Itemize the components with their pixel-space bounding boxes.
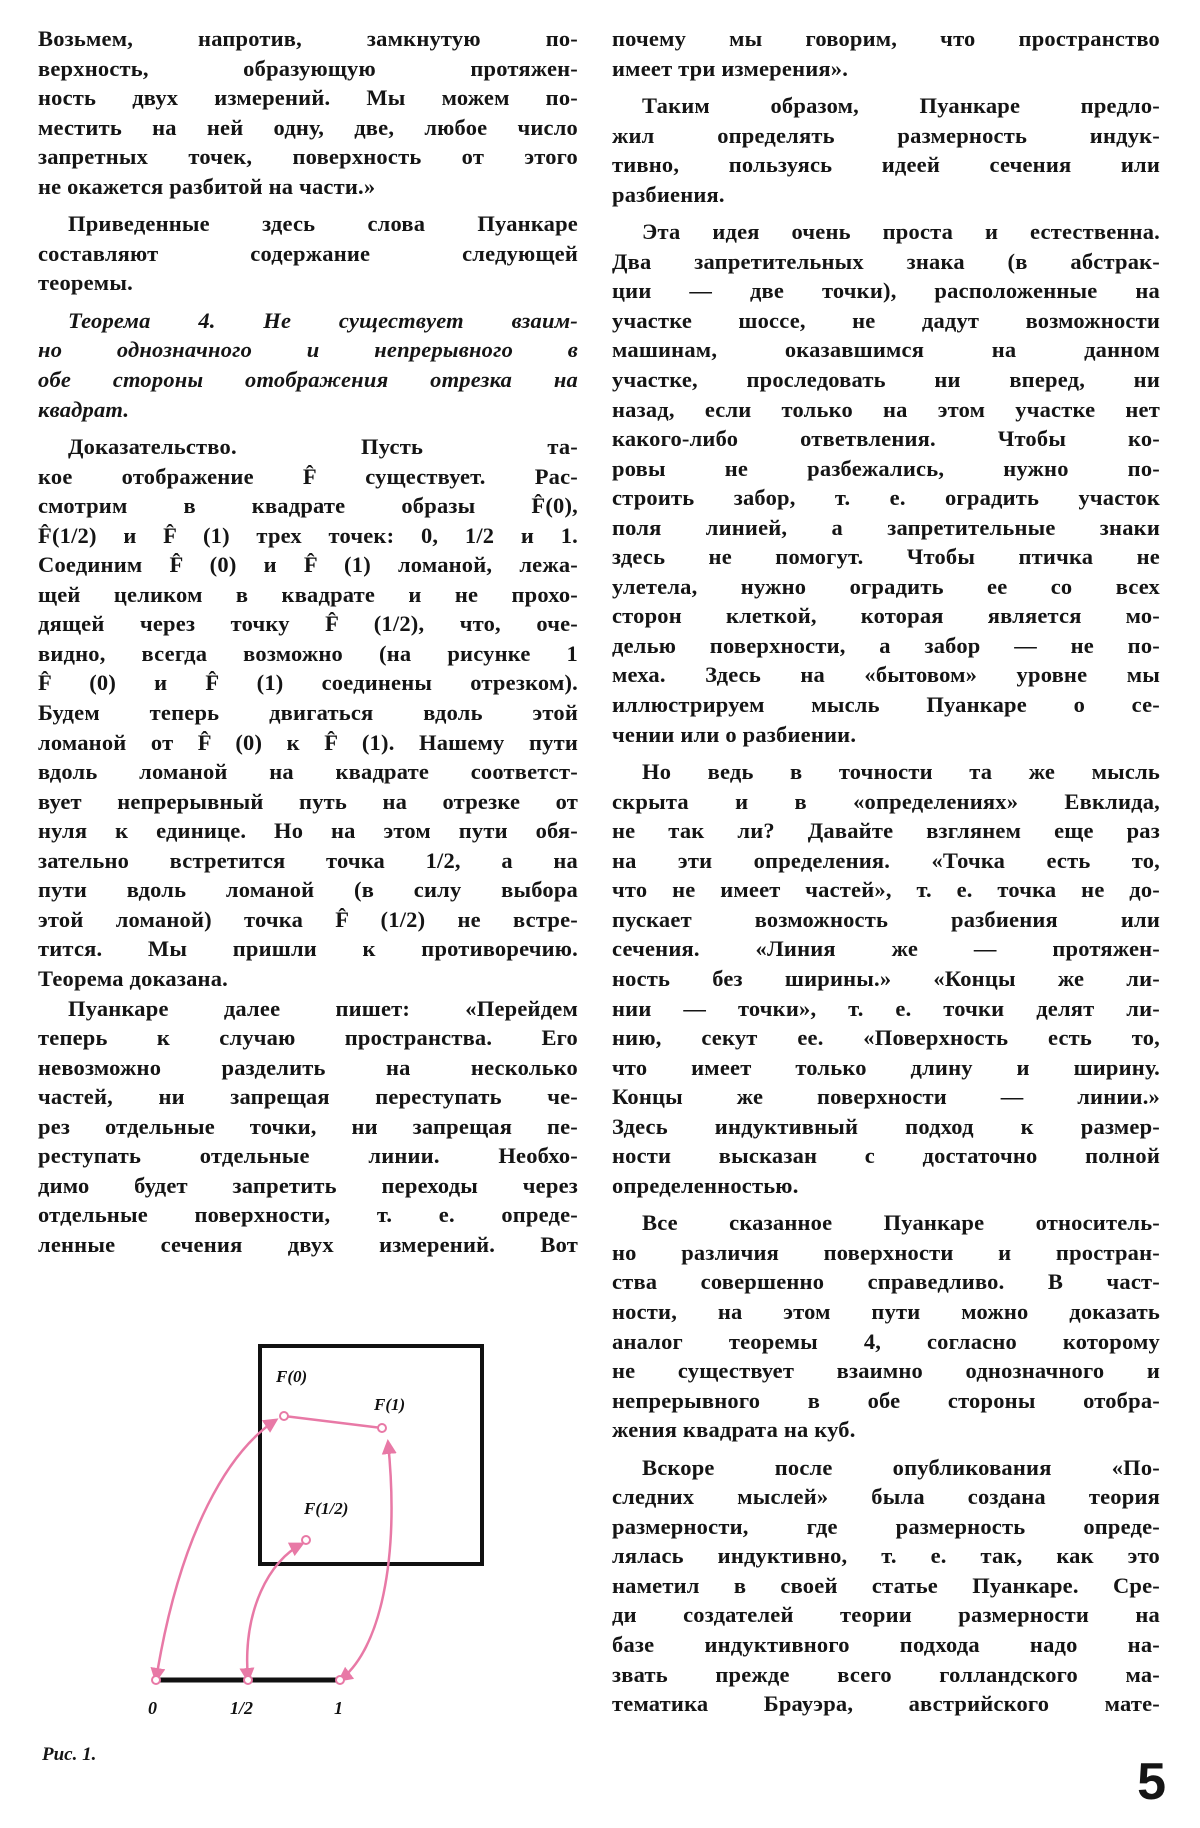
text-line: почему мы говорим, что пространство (612, 26, 1160, 51)
text-line: ломаной от F̂ (0) к F̂ (1). Нашему пути (38, 729, 578, 755)
text-line: Пуанкаре далее пишет: «Перейдем (68, 995, 578, 1021)
point-f0 (280, 1412, 288, 1420)
text-line: тематика Брауэра, австрийского мате- (612, 1691, 1160, 1717)
text-line: теперь к случаю пространства. Его (38, 1025, 578, 1051)
text-line: смотрим в квадрате образы F̂(0), (38, 493, 578, 519)
right-column (612, 24, 1160, 1719)
text-line: Здесь индуктивный подход к размер- (612, 1113, 1160, 1139)
mapping-arrow-1 (340, 1442, 391, 1680)
text-line: видно, всегда возможно (на рисунке 1 (38, 640, 578, 666)
text-line: ности высказан с достаточно полной (612, 1143, 1160, 1169)
text-line: реступать отдельные линии. Необхо- (38, 1143, 578, 1169)
text-line: зательно встретится точка 1/2, а на (38, 847, 578, 873)
text-line: непрерывного в обе стороны отобра- (612, 1387, 1160, 1413)
text-line: ди создателей теории размерности на (612, 1602, 1160, 1628)
text-line: лялась индуктивно, т. е. так, как это (612, 1543, 1160, 1569)
text-line: участке шоссе, не дадут возможности (612, 307, 1160, 333)
figure-svg (130, 1330, 570, 1730)
text-line: щей целиком в квадрате и не прохо- (38, 581, 578, 607)
text-line: запретных точек, поверхность от этого (38, 144, 578, 170)
text-line: но различия поверхности и простран- (612, 1239, 1160, 1265)
text-line: рез отдельные точки, ни запрещая пе- (38, 1113, 578, 1139)
text-line: Эта идея очень проста и естественна. (642, 219, 1160, 245)
label-f1: F(1) (374, 1395, 406, 1414)
text-line: димо будет запретить переходы через (38, 1172, 578, 1198)
text-line: не так ли? Давайте взглянем еще раз (612, 818, 1160, 844)
text-line: делью поверхности, а забор — не по- (612, 632, 1160, 658)
text-line: участке, проследовать ни вперед, ни (612, 367, 1160, 393)
label-half: 1/2 (230, 1698, 254, 1718)
text-line: строить забор, т. е. оградить участок (612, 485, 1160, 511)
text-line: ленные сечения двух измерений. Вот (38, 1231, 578, 1257)
point-fhalf (302, 1536, 310, 1544)
text-line: ность двух измерений. Мы можем по- (38, 85, 578, 111)
figure-1 (130, 1330, 570, 1730)
text-line: жил определять размерность индук- (612, 122, 1160, 148)
text-line: сторон клеткой, которая является мо- (612, 603, 1160, 629)
theorem-line: но однозначного и непрерывного в (38, 337, 578, 363)
proof-heading-line: Доказательство. Пусть та- (68, 434, 578, 460)
text-line: ности, на этом пути можно доказать (612, 1298, 1160, 1324)
text-line: F̂(1/2) и F̂ (1) трех точек: 0, 1/2 и 1. (38, 522, 578, 548)
text-line: что имеет только длину и ширину. (612, 1054, 1160, 1080)
text-line: вдоль ломаной на квадрате соответст- (38, 759, 578, 785)
text-line: следних мыслей» была создана теория (612, 1484, 1160, 1510)
text-line: ства совершенно справедливо. В част- (612, 1269, 1160, 1295)
text-line: Возьмем, напротив, замкнутую по- (38, 26, 578, 51)
text-line: Соединим F̂ (0) и F̂ (1) ломаной, лежа- (38, 552, 578, 578)
text-line: дящей через точку F̂ (1/2), что, оче- (38, 611, 578, 637)
text-line: F̂ (0) и F̂ (1) соединены отрезком). (38, 670, 578, 696)
text-line: размерности, где размерность опреде- (612, 1513, 1160, 1539)
text-line: кое отображение F̂ существует. Рас- (38, 463, 578, 489)
text-line: назад, если только на этом участке нет (612, 396, 1160, 422)
text-line: какого-либо ответвления. Чтобы ко- (612, 426, 1160, 452)
text-line: имеет три измерения». (612, 55, 849, 81)
text-line: не окажется разбитой на части.» (38, 173, 376, 199)
text-line: невозможно разделить на несколько (38, 1054, 578, 1080)
text-line: Два запретительных знака (в абстрак- (612, 248, 1160, 274)
text-line: разбиения. (612, 181, 725, 207)
text-line: Теорема доказана. (38, 965, 228, 991)
text-line: жения квадрата на куб. (612, 1417, 856, 1443)
text-line: машинам, оказавшимся на данном (612, 337, 1160, 363)
theorem-line: квадрат. (38, 396, 130, 422)
text-line: меха. Здесь на «бытовом» уровне мы (612, 662, 1160, 688)
text-line: сечения. «Линия же — протяжен- (612, 936, 1160, 962)
text-line: скрыта и в «определениях» Евклида, (612, 788, 1160, 814)
text-line: не существует взаимно однозначного и (612, 1358, 1160, 1384)
text-line: что не имеет частей», т. е. точка не до- (612, 877, 1160, 903)
point-1 (336, 1676, 344, 1684)
figure-caption: Рис. 1. (42, 1744, 97, 1765)
text-line: ность без ширины.» «Концы же ли- (612, 965, 1160, 991)
label-zero: 0 (148, 1698, 157, 1718)
text-line: ровы не разбежались, нужно по- (612, 455, 1160, 481)
point-half (244, 1676, 252, 1684)
text-line: базе индуктивного подхода надо на- (612, 1631, 1160, 1657)
theorem-line: Теорема 4. Не существует взаим- (68, 307, 578, 333)
label-one: 1 (334, 1698, 343, 1718)
text-line: тится. Мы пришли к противоречию. (38, 936, 578, 962)
label-f0: F(0) (276, 1367, 308, 1386)
text-line: поля линией, а запретительные знаки (612, 514, 1160, 540)
text-line: на эти определения. «Точка есть то, (612, 847, 1160, 873)
text-line: ции — две точки), расположенные на (612, 278, 1160, 304)
text-line: теоремы. (38, 270, 133, 296)
text-line: Но ведь в точности та же мысль (642, 759, 1160, 785)
text-line: Таким образом, Пуанкаре предло- (642, 93, 1160, 119)
text-line: Вскоре после опубликования «По- (642, 1454, 1160, 1480)
text-line: здесь не помогут. Чтобы птичка не (612, 544, 1160, 570)
text-line: тивно, пользуясь идеей сечения или (612, 152, 1160, 178)
text-line: Приведенные здесь слова Пуанкаре (68, 211, 578, 237)
text-line: наметил в своей статье Пуанкаре. Сре- (612, 1572, 1160, 1598)
left-column (38, 24, 578, 1259)
page-number: 5 (1137, 1753, 1166, 1811)
text-line: Все сказанное Пуанкаре относитель- (642, 1210, 1160, 1236)
text-line: нуля к единице. Но на этом пути обя- (38, 818, 578, 844)
text-line: Концы же поверхности — линии.» (612, 1084, 1160, 1110)
theorem-line: обе стороны отображения отрезка на (38, 367, 578, 393)
label-fhalf: F(1/2) (304, 1499, 349, 1518)
text-line: частей, ни запрещая переступать че- (38, 1084, 578, 1110)
text-line: Будем теперь двигаться вдоль этой (38, 700, 578, 726)
text-line: иллюстрируем мысль Пуанкаре о се- (612, 692, 1160, 718)
text-line: улетела, нужно оградить ее со всех (612, 573, 1160, 599)
text-line: нии — точки», т. е. точки делят ли- (612, 995, 1160, 1021)
point-0 (152, 1676, 160, 1684)
polyline-path (284, 1416, 382, 1428)
text-line: чении или о разбиении. (612, 721, 857, 747)
text-line: нию, секут ее. «Поверхность есть то, (612, 1025, 1160, 1051)
text-line: этой ломаной) точка F̂ (1/2) не встре- (38, 906, 578, 932)
text-line: местить на ней одну, две, любое число (38, 114, 578, 140)
text-line: вует непрерывный путь на отрезке от (38, 788, 578, 814)
text-line: определенностью. (612, 1172, 799, 1198)
text-line: аналог теоремы 4, согласно которому (612, 1328, 1160, 1354)
text-line: звать прежде всего голландского ма- (612, 1661, 1160, 1687)
text-line: составляют содержание следующей (38, 240, 578, 266)
point-f1 (378, 1424, 386, 1432)
text-line: пути вдоль ломаной (в силу выбора (38, 877, 578, 903)
text-line: верхность, образующую протяжен- (38, 55, 578, 81)
text-line: отдельные поверхности, т. е. опреде- (38, 1202, 578, 1228)
text-line: пускает возможность разбиения или (612, 906, 1160, 932)
